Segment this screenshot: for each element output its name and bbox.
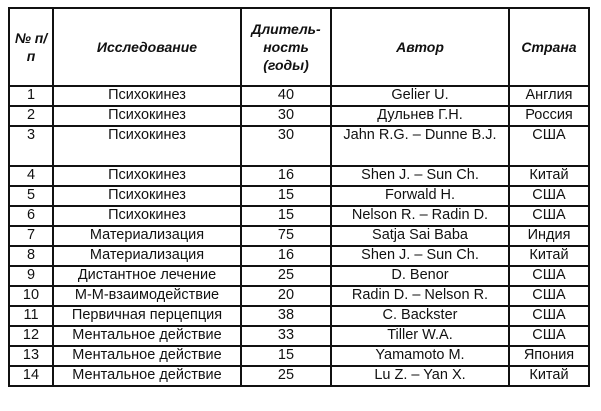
table-row: [9, 226, 589, 246]
cell-author: Radin D. – Nelson R.: [331, 286, 509, 306]
cell-duration: 33: [241, 326, 331, 346]
cell-country: США: [509, 126, 589, 166]
cell-duration: 38: [241, 306, 331, 326]
cell-duration: 75: [241, 226, 331, 246]
cell-author: Satja Sai Baba: [331, 226, 509, 246]
header-row: [9, 8, 589, 86]
cell-duration: 30: [241, 126, 331, 166]
cell-country: Китай: [509, 246, 589, 266]
cell-country: Япония: [509, 346, 589, 366]
cell-study: Психокинез: [53, 126, 241, 166]
cell-country: Англия: [509, 86, 589, 106]
cell-num: 6: [9, 206, 53, 226]
cell-duration: 15: [241, 346, 331, 366]
cell-study: Дистантное лечение: [53, 266, 241, 286]
table-row: [9, 246, 589, 266]
cell-country: США: [509, 286, 589, 306]
cell-study: Материализация: [53, 246, 241, 266]
cell-study: Психокинез: [53, 186, 241, 206]
cell-study: Психокинез: [53, 106, 241, 126]
table-row: [9, 86, 589, 106]
cell-num: 2: [9, 106, 53, 126]
cell-study: Психокинез: [53, 166, 241, 186]
cell-study: М-М-взаимодействие: [53, 286, 241, 306]
cell-author: Gelier U.: [331, 86, 509, 106]
cell-country: США: [509, 186, 589, 206]
cell-author: Nelson R. – Radin D.: [331, 206, 509, 226]
cell-country: Индия: [509, 226, 589, 246]
cell-duration: 25: [241, 266, 331, 286]
cell-country: США: [509, 306, 589, 326]
cell-author: Lu Z. – Yan X.: [331, 366, 509, 386]
cell-study: Первичная перцепция: [53, 306, 241, 326]
cell-duration: 15: [241, 186, 331, 206]
table-row: [9, 306, 589, 326]
cell-duration: 20: [241, 286, 331, 306]
cell-duration: 16: [241, 246, 331, 266]
header-num: № п/п: [9, 8, 53, 86]
header-author: Автор: [331, 8, 509, 86]
cell-duration: 30: [241, 106, 331, 126]
cell-author: Yamamoto M.: [331, 346, 509, 366]
table-row: [9, 186, 589, 206]
cell-num: 10: [9, 286, 53, 306]
cell-study: Психокинез: [53, 86, 241, 106]
cell-country: США: [509, 326, 589, 346]
cell-num: 12: [9, 326, 53, 346]
cell-country: Россия: [509, 106, 589, 126]
table-row: [9, 286, 589, 306]
cell-author: Дульнев Г.Н.: [331, 106, 509, 126]
table-row: [9, 106, 589, 126]
header-study: Исследование: [53, 8, 241, 86]
table-row: [9, 346, 589, 366]
cell-num: 9: [9, 266, 53, 286]
table-row: [9, 326, 589, 346]
cell-country: США: [509, 266, 589, 286]
table-row: [9, 366, 589, 386]
cell-study: Ментальное действие: [53, 366, 241, 386]
cell-num: 1: [9, 86, 53, 106]
cell-study: Психокинез: [53, 206, 241, 226]
table-row: [9, 126, 589, 166]
table-row: [9, 206, 589, 226]
cell-country: Китай: [509, 366, 589, 386]
cell-study: Ментальное действие: [53, 346, 241, 366]
cell-duration: 16: [241, 166, 331, 186]
cell-num: 7: [9, 226, 53, 246]
cell-num: 8: [9, 246, 53, 266]
cell-num: 4: [9, 166, 53, 186]
cell-num: 11: [9, 306, 53, 326]
cell-author: Tiller W.A.: [331, 326, 509, 346]
cell-num: 5: [9, 186, 53, 206]
cell-num: 3: [9, 126, 53, 166]
cell-author: Jahn R.G. – Dunne B.J.: [331, 126, 509, 166]
cell-author: Shen J. – Sun Ch.: [331, 166, 509, 186]
cell-author: Shen J. – Sun Ch.: [331, 246, 509, 266]
cell-duration: 40: [241, 86, 331, 106]
table-row: [9, 166, 589, 186]
header-country: Страна: [509, 8, 589, 86]
cell-num: 14: [9, 366, 53, 386]
header-duration: Длитель-ность (годы): [241, 8, 331, 86]
cell-study: Материализация: [53, 226, 241, 246]
table-row: [9, 266, 589, 286]
cell-num: 13: [9, 346, 53, 366]
cell-duration: 15: [241, 206, 331, 226]
cell-country: США: [509, 206, 589, 226]
cell-author: Forwald H.: [331, 186, 509, 206]
cell-study: Ментальное действие: [53, 326, 241, 346]
cell-duration: 25: [241, 366, 331, 386]
cell-author: C. Backster: [331, 306, 509, 326]
research-table: [8, 7, 590, 387]
cell-country: Китай: [509, 166, 589, 186]
cell-author: D. Benor: [331, 266, 509, 286]
